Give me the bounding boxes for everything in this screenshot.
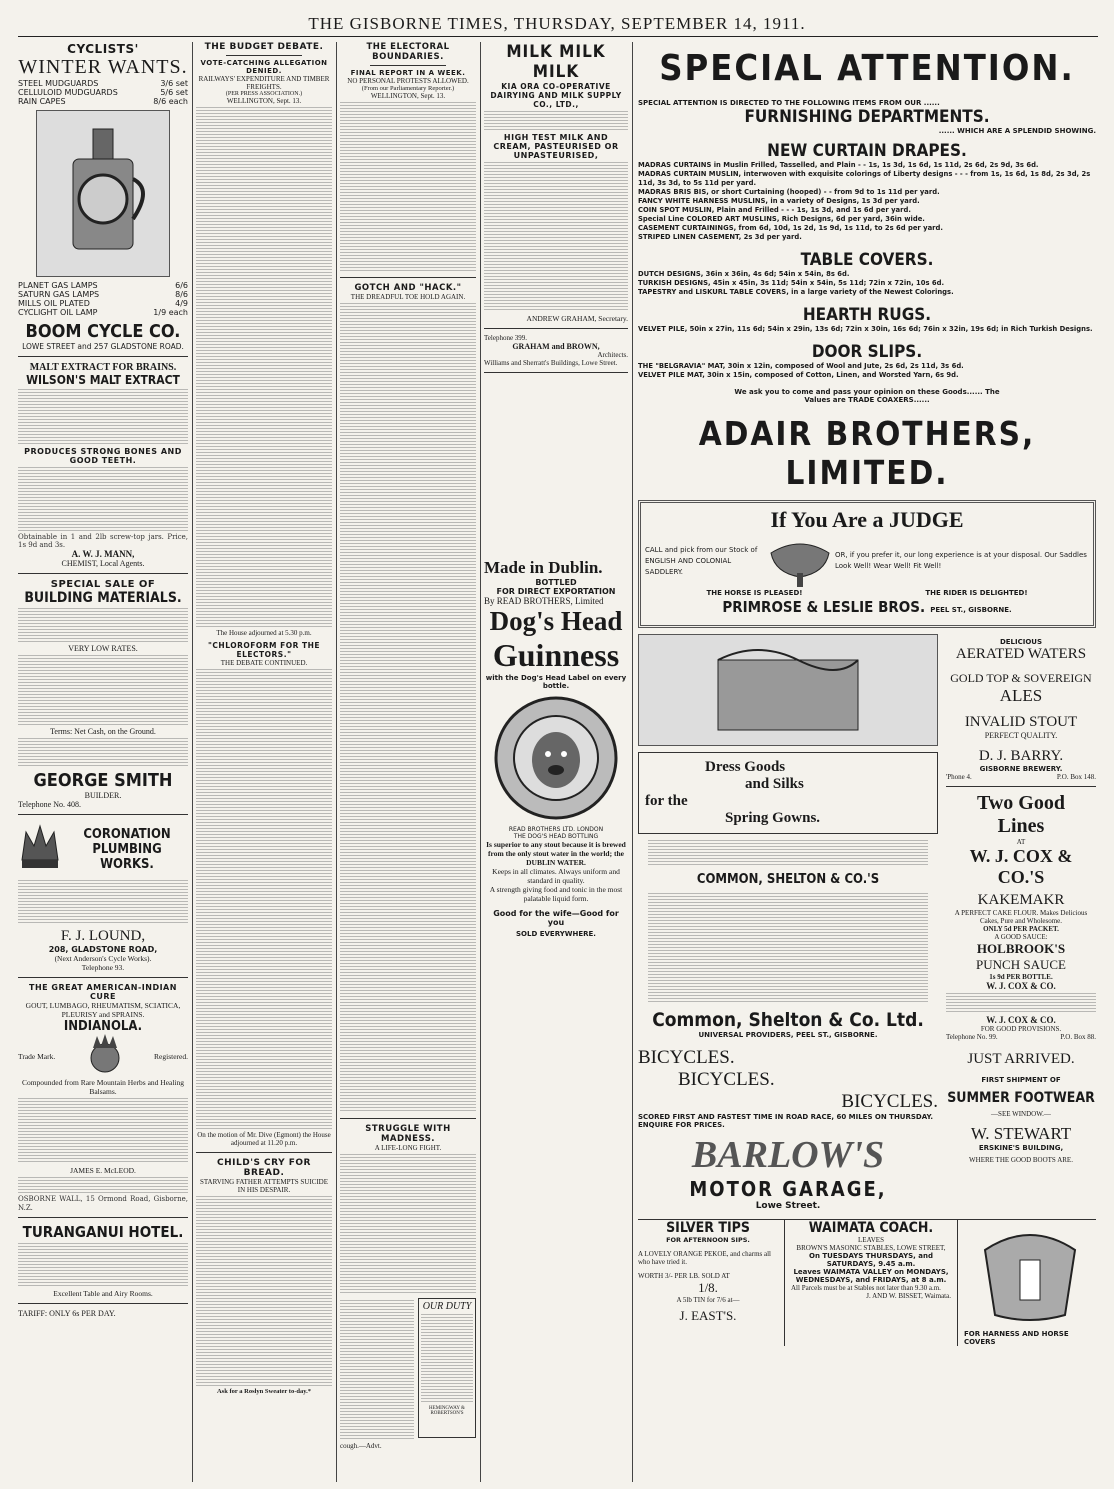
- label-note: with the Dog's Head Label on every bottle.: [485, 674, 627, 690]
- common-shelton-big: Common, Shelton & Co. Ltd.: [652, 1009, 924, 1031]
- ales: ALES: [999, 686, 1043, 705]
- barlows-column: [638, 1047, 938, 1211]
- article-body: [340, 1154, 476, 1294]
- indian-head-icon: [85, 1034, 125, 1078]
- dress-goods: Dress Goods: [705, 759, 786, 775]
- telephone-399: Telephone 399.: [484, 334, 528, 342]
- winter-wants-title: WINTER WANTS.: [18, 56, 188, 78]
- text-block: [18, 880, 188, 924]
- strength: A strength giving food and tonic in the most palatable liquid form.: [489, 885, 623, 903]
- column-divider: [336, 42, 337, 1482]
- furnishing-title: FURNISHING DEPARTMENTS.: [744, 107, 990, 127]
- hearth-item: VELVET PILE, 50in x 27in, 11s 6d; 54in x 29in, 13s 6d; 72in x 30in, 16s 6d; 76in x 32in, 19s 6d; in Rich Turkish Designs.: [638, 325, 1093, 333]
- harness-covers: FOR HARNESS AND HORSE COVERS: [964, 1330, 1069, 1346]
- barry-cox-column: [938, 634, 1096, 1041]
- lound-sub: (Next Anderson's Cycle Works).: [54, 954, 152, 964]
- works-word: WORKS.: [100, 856, 154, 872]
- leaves-waimata-valley: Leaves WAIMATA VALLEY on MONDAYS, WEDNESDAYS, and FRIDAYS, at 8 a.m.: [793, 1268, 949, 1284]
- lound-address: 208, GLADSTONE ROAD,: [48, 945, 158, 955]
- dress-goods-box: [638, 752, 938, 834]
- wilson-title: WILSON'S MALT EXTRACT: [26, 373, 180, 387]
- perfect-quality: PERFECT QUALITY.: [984, 731, 1058, 740]
- orange-pekoe: A LOVELY ORANGE PEKOE, and charms all who have tried it.: [638, 1250, 771, 1266]
- text-block: [18, 608, 188, 642]
- advt-end: cough.—Advt.: [340, 1442, 382, 1450]
- fabric-bolt-icon: [698, 640, 878, 740]
- text-block: [18, 467, 188, 531]
- bottom-row: [638, 1219, 1096, 1346]
- see-window: —SEE WINDOW.—: [991, 1110, 1051, 1118]
- common-shelton-title: COMMON, SHELTON & CO.'S: [696, 872, 880, 887]
- worth: WORTH 3/- PER LB. SOLD AT: [638, 1272, 730, 1280]
- blank-space: [484, 378, 628, 558]
- judge-right: OR, if you prefer it, our long experience is at your disposal. Our Saddles Look Well! Wear Well! Fit Well!: [835, 551, 1087, 570]
- cox-title: W. J. COX & CO.'S: [969, 846, 1073, 887]
- text-block: [946, 993, 1096, 1013]
- table-list: [638, 270, 1096, 297]
- motor-garage: MOTOR GARAGE,: [689, 1177, 887, 1201]
- just-arrived: JUST ARRIVED.: [967, 1051, 1075, 1067]
- door-item: VELVET PILE MAT, 30in x 15in, composed of Cotton, Linen, and Worsted Yarn, 6s 9d.: [638, 371, 959, 379]
- holbrook: HOLBROOK'S: [976, 941, 1066, 956]
- childs-cry-sub: STARVING FATHER ATTEMPTS SUICIDE IN HIS DESPAIR.: [199, 1178, 329, 1194]
- childs-cry-title: CHILD'S CRY FOR BREAD.: [217, 1158, 311, 1178]
- special-attention-title: SPECIAL ATTENTION.: [659, 48, 1075, 89]
- gotch-sub: THE DREADFUL TOE HOLD AGAIN.: [350, 293, 466, 301]
- osborne-wall: OSBORNE WALL, 15 Ormond Road, Gisborne, N.Z.: [18, 1195, 188, 1212]
- sold-everywhere: SOLD EVERYWHERE.: [516, 930, 596, 938]
- mann-role: CHEMIST, Local Agents.: [61, 559, 145, 569]
- made-dublin: Made in Dublin.: [484, 558, 603, 577]
- american-for: GOUT, LUMBAGO, RHEUMATISM, SCIATICA, PLEURISY and SPRAINS.: [25, 1001, 181, 1020]
- masthead-rule: [18, 36, 1098, 37]
- text-block: [648, 893, 928, 1003]
- trademark-row: Trade Mark. Registered.: [18, 1034, 188, 1078]
- dog-head-seal-icon: [492, 694, 620, 822]
- primrose-line: PRIMROSE & LESLIE BROS. PEEL ST., GISBORNE.: [722, 598, 1012, 616]
- delicious: DELICIOUS: [999, 638, 1043, 646]
- curtain-item: CASEMENT CURTAININGS, from 6d, 10d, 1s 2d, 1s 9d, 1s 11d, to 2s 6d per yard.: [638, 224, 943, 232]
- produces-title: PRODUCES STRONG BONES AND GOOD TEETH.: [24, 447, 182, 465]
- letter-signature: JAMES E. McLEOD.: [70, 1166, 136, 1176]
- gotch-title: GOTCH AND "HACK.": [354, 283, 462, 293]
- door-list: [638, 362, 1096, 380]
- graham-brown: GRAHAM and BROWN,: [512, 342, 600, 351]
- our-duty-advert: [340, 1298, 476, 1442]
- struggle-sub: A LIFE-LONG FIGHT.: [374, 1144, 442, 1152]
- column-2: [196, 42, 332, 1482]
- tariff: TARIFF: ONLY 6s PER DAY.: [18, 1308, 116, 1318]
- george-smith-title: GEORGE SMITH: [33, 770, 173, 792]
- column-divider: [632, 42, 633, 1482]
- curtain-item: MADRAS CURTAINS in Muslin Frilled, Tasselled, and Plain - - 1s, 1s 3d, 1s 6d, 1s 11d, 2s 6d, 2s 9d, 3s 6d.: [638, 161, 1039, 169]
- american-indian-title: THE GREAT AMERICAN-INDIAN CURE: [29, 983, 177, 1002]
- lound-tel: Telephone 93.: [81, 963, 125, 973]
- article-body: [196, 107, 332, 627]
- gold-top: GOLD TOP & SOVEREIGN: [950, 671, 1092, 685]
- roslyn-advert: Ask for a Roslyn Sweater to-day.*: [216, 1388, 311, 1395]
- text-block: [18, 655, 188, 725]
- lound-title: F. J. LOUND,: [60, 928, 146, 945]
- cycle-lamp-illustration: [36, 110, 170, 277]
- table-item: DUTCH DESIGNS, 36in x 36in, 4s 6d; 54in x 54in, 8s 6d.: [638, 270, 850, 278]
- text-block: [18, 1098, 188, 1164]
- george-tel: Telephone No. 408.: [18, 800, 81, 810]
- chloroform-title: "CHLOROFORM FOR THE ELECTORS.": [208, 641, 320, 659]
- struggle-title: STRUGGLE WITH MADNESS.: [365, 1124, 451, 1144]
- malt-title: MALT EXTRACT FOR BRAINS.: [29, 362, 177, 373]
- bicycles-3: BICYCLES.: [841, 1091, 938, 1112]
- lowe-street: Lowe Street.: [755, 1201, 821, 1211]
- cox-contact: Telephone No. 99. P.O. Box 88.: [946, 1033, 1096, 1041]
- hearth-rugs-title: HEARTH RUGS.: [802, 305, 932, 325]
- cycle-price-list: STEEL MUDGUARDS 3/6 set CELLULOID MUDGUARDS 5/6 set RAIN CAPES 8/6 each: [18, 79, 188, 106]
- turanganui-title: TURANGANUI HOTEL.: [22, 1222, 184, 1241]
- text-block: [18, 389, 188, 445]
- budget-title: THE BUDGET DEBATE.: [204, 42, 324, 52]
- bicycles-1: BICYCLES.: [638, 1047, 735, 1068]
- article-body: [340, 303, 476, 1113]
- column-3: [340, 42, 476, 1482]
- afternoon-sips: FOR AFTERNOON SIPS.: [666, 1236, 750, 1244]
- text-block: [484, 162, 628, 312]
- good-sauce: A GOOD SAUCE:: [994, 933, 1048, 941]
- plumbing-word: PLUMBING: [92, 841, 162, 857]
- splendid-showing: ...... WHICH ARE A SPLENDID SHOWING.: [938, 127, 1096, 135]
- cox-3: W. J. COX & CO.: [986, 1015, 1056, 1025]
- kia-ora: KIA ORA CO-OPERATIVE DAIRYING AND MILK SUPPLY CO., LTD.,: [490, 82, 622, 109]
- kakemakr: KAKEMAKR: [977, 892, 1065, 908]
- curtain-item: FANCY WHITE HARNESS MUSLINS, in a variety of Designs, 1s 3d per yard.: [638, 197, 920, 205]
- spring-gowns: Spring Gowns.: [725, 810, 821, 826]
- ask-opinion: We ask you to come and pass your opinion on these Goods...... The Values are TRADE COAXERS......: [734, 388, 1000, 404]
- parcels: All Parcels must be at Stables not later than 9.30 a.m.: [791, 1284, 941, 1292]
- high-test: HIGH TEST MILK AND CREAM, PASTEURISED OR UNPASTEURISED,: [493, 133, 619, 160]
- budget-dateline: WELLINGTON, Sept. 13.: [226, 97, 302, 105]
- curtain-item: MADRAS BRIS BIS, or short Curtaining (hooped) - - from 9d to 1s 11d per yard.: [638, 188, 940, 196]
- williams-sherratt: Williams and Sherratt's Buildings, Lowe Street.: [484, 359, 618, 367]
- stewart: W. STEWART: [970, 1124, 1072, 1143]
- punch-sauce: PUNCH SAUCE: [976, 957, 1066, 972]
- lower-right: [638, 634, 1096, 1041]
- right-section: [638, 42, 1096, 1482]
- seal-top-text: READ BROTHERS LTD. LONDON: [508, 826, 604, 833]
- text-block: [484, 111, 628, 131]
- door-slips-title: DOOR SLIPS.: [811, 342, 923, 362]
- curtain-item: COIN SPOT MUSLIN, Plain and Frilled - - - 1s, 1s 3d, and 1s 6d per yard.: [638, 206, 911, 214]
- very-low-rates: VERY LOW RATES.: [68, 644, 138, 654]
- curtain-title: NEW CURTAIN DRAPES.: [767, 141, 967, 161]
- per-bottle: 1s 9d PER BOTTLE.: [989, 973, 1053, 981]
- dogs-head: Dog's Head: [489, 606, 623, 636]
- curtain-item: MADRAS CURTAIN MUSLIN, interwoven with exquisite colorings of Liberty designs - - - from 1s, 1s 6d, 1s 8d, 2s 3d, 2s 11d, 3s 3d, to 5s 11d per yard.: [638, 170, 1091, 187]
- text-block: [18, 1243, 188, 1287]
- adair-brothers: ADAIR BROTHERS, LIMITED.: [698, 414, 1036, 492]
- saddle-bag-icon: [965, 1220, 1095, 1330]
- judge-slogans: THE HORSE IS PLEASED! THE RIDER IS DELIGHTED!: [706, 589, 1028, 597]
- summer-footwear: SUMMER FOOTWEAR: [947, 1090, 1095, 1106]
- and-silks: and Silks: [745, 776, 804, 792]
- boom-cycle-title: BOOM CYCLE CO.: [25, 321, 181, 342]
- bisset: J. AND W. BISSET, Waimata.: [866, 1292, 951, 1300]
- crown-icon: [18, 820, 62, 878]
- milk-title: MILK MILK MILK: [506, 42, 606, 82]
- masthead: THE GISBORNE TIMES, THURSDAY, SEPTEMBER 14, 1911.: [308, 14, 806, 33]
- judge-left: CALL and pick from our Stock of ENGLISH AND COLONIAL SADDLERY.: [645, 545, 758, 576]
- barry: D. J. BARRY.: [978, 748, 1064, 764]
- house-adjourned: The House adjourned at 5.30 p.m.: [216, 629, 312, 637]
- turanganui-footer: Excellent Table and Airy Rooms.: [53, 1288, 153, 1298]
- article-body: [340, 102, 476, 272]
- budget-sub: VOTE-CATCHING ALLEGATION DENIED.: [200, 59, 328, 75]
- curtain-list: [638, 161, 1096, 242]
- door-item: THE "BELGRAVIA" MAT, 30in x 12in, composed of Wool and Jute, 2s 6d, 2s 11d, 3s 6d.: [638, 362, 964, 370]
- column-divider: [192, 42, 193, 1482]
- aerated-waters: AERATED WATERS: [955, 646, 1087, 662]
- text-block: [18, 1177, 188, 1193]
- waimata-advert: [785, 1220, 958, 1346]
- on-days: On TUESDAYS THURSDAYS, and SATURDAYS, 9.45 a.m.: [809, 1252, 933, 1268]
- special-intro: SPECIAL ATTENTION IS DIRECTED TO THE FOLLOWING ITEMS FROM OUR ......: [638, 99, 940, 107]
- two-good: Two Good: [977, 792, 1065, 814]
- keeps: Keeps in all climates. Always uniform and standard in quality.: [492, 867, 620, 885]
- from-reporter: (From our Parliamentary Reporter.): [361, 85, 455, 92]
- judge-advert: [638, 500, 1096, 628]
- bicycles-2: BICYCLES.: [678, 1069, 775, 1090]
- text-block: [421, 1314, 473, 1404]
- browns-stables: BROWN'S MASONIC STABLES, LOWE STREET,: [796, 1244, 946, 1252]
- mann-obtainable: Obtainable in 1 and 2lb screw-top jars. Price, 1s 9d and 3s.: [18, 533, 188, 550]
- electoral-dateline: WELLINGTON, Sept. 13.: [370, 92, 446, 100]
- superior: Is superior to any stout because it is brewed from the only stout water in the world; the DUBLIN WATER.: [486, 840, 626, 867]
- architects: Architects.: [597, 351, 628, 359]
- judge-title: If You Are a JUDGE: [770, 507, 964, 532]
- table-covers-title: TABLE COVERS.: [800, 250, 934, 270]
- article-body: [340, 1300, 414, 1440]
- for-the: for the: [645, 793, 688, 809]
- compounded: Compounded from Rare Mountain Herbs and Healing Balsams.: [21, 1078, 185, 1097]
- budget-sub2: RAILWAYS' EXPENDITURE AND TIMBER FREIGHTS.: [198, 75, 330, 91]
- house-adjourned-2: On the motion of Mr. Dive (Egmont) the House adjourned at 11.20 p.m.: [197, 1131, 331, 1147]
- article-body: [196, 669, 332, 1129]
- lamp-price-list: PLANET GAS LAMPS 6/6 SATURN GAS LAMPS 8/6 MILLS OIL PLATED 4/9 CYCLIGHT OIL LAMP 1/9 each: [18, 281, 188, 317]
- waimata-title: WAIMATA COACH.: [808, 1220, 934, 1236]
- george-role: BUILDER.: [84, 791, 122, 801]
- coronation-word: CORONATION: [83, 826, 171, 842]
- curtain-item: Special Line COLORED ART MUSLINS, Rich Designs, 6d per yard, 36in wide.: [638, 215, 925, 223]
- text-block: [18, 738, 188, 768]
- dogs-head-seal: [484, 694, 628, 822]
- our-duty-title: OUR DUTY: [422, 1301, 472, 1312]
- press-association: (PER PRESS ASSOCIATION.): [225, 91, 303, 97]
- silver-tips-advert: [638, 1220, 785, 1346]
- brewery: GISBORNE BREWERY.: [979, 765, 1063, 773]
- scored: SCORED FIRST AND FASTEST TIME IN ROAD RACE, 60 MILES ON THURSDAY. ENQUIRE FOR PRICES.: [638, 1113, 934, 1129]
- invalid-stout: INVALID STOUT: [964, 714, 1078, 730]
- read-brothers: By READ BROTHERS, Limited: [484, 596, 604, 606]
- harness-advert: [958, 1220, 1096, 1346]
- mann-name: A. W. J. MANN,: [71, 549, 135, 560]
- east: J. EAST'S.: [679, 1308, 737, 1323]
- where-boots: WHERE THE GOOD BOOTS ARE.: [969, 1156, 1073, 1164]
- common-shelton-sub: UNIVERSAL PROVIDERS, PEEL ST., GISBORNE.: [698, 1031, 878, 1039]
- saddle-icon: [765, 533, 835, 589]
- building-materials-title: BUILDING MATERIALS.: [24, 590, 182, 607]
- special-sale-title: SPECIAL SALE OF: [50, 579, 156, 591]
- bottled: BOTTLED: [535, 578, 577, 587]
- tin-price: A 5lb TIN for 7/6 at—: [676, 1296, 740, 1304]
- lamp-icon: [48, 119, 158, 269]
- boom-address: LOWE STREET and 257 GLADSTONE ROAD.: [22, 342, 184, 351]
- cyclists-title: CYCLISTS': [67, 42, 139, 56]
- article-body: [196, 1196, 332, 1386]
- table-item: TURKISH DESIGNS, 45in x 45in, 3s 11d; 54in x 54in, 5s 11d; 72in x 72in, 10s 6d.: [638, 279, 945, 287]
- column-1: [18, 42, 188, 1482]
- fabric-illustration: [638, 634, 938, 746]
- debate-continued: THE DEBATE CONTINUED.: [220, 659, 308, 667]
- direct-exportation: FOR DIRECT EXPORTATION: [496, 587, 616, 596]
- electoral-title: THE ELECTORAL BOUNDARIES.: [366, 42, 450, 62]
- column-4: [484, 42, 628, 1482]
- our-duty-box: [418, 1298, 476, 1438]
- column-divider: [480, 42, 481, 1482]
- curtain-item: STRIPED LINEN CASEMENT, 2s 3d per yard.: [638, 233, 802, 241]
- hemingway: HEMINGWAY & ROBERTSON'S: [429, 1406, 465, 1416]
- at: AT: [1016, 838, 1026, 846]
- first-shipment: FIRST SHIPMENT OF: [981, 1076, 1061, 1084]
- lines: Lines: [997, 815, 1045, 837]
- price: 1/8.: [698, 1280, 718, 1295]
- milk-signature: ANDREW GRAHAM, Secretary.: [526, 314, 628, 323]
- judge-body: [645, 533, 1089, 589]
- guinness: Guinness: [492, 637, 620, 673]
- terms: Terms: Net Cash, on the Ground.: [50, 727, 156, 737]
- seal-bottom-text: THE DOG'S HEAD BOTTLING: [513, 833, 599, 840]
- coronation-block: [18, 820, 188, 878]
- good-for-wife: Good for the wife—Good for you: [493, 909, 619, 927]
- silver-tips: SILVER TIPS: [666, 1220, 750, 1236]
- barry-contact: 'Phone 4. P.O. Box 148.: [946, 773, 1096, 781]
- stewart-column: [938, 1047, 1096, 1211]
- indianola-title: INDIANOLA.: [63, 1019, 143, 1035]
- only-5d: ONLY 5d PER PACKET.: [983, 925, 1059, 933]
- leaves: LEAVES: [858, 1236, 884, 1244]
- electoral-sub2: NO PERSONAL PROTESTS ALLOWED.: [347, 77, 469, 85]
- text-block: [648, 840, 928, 866]
- barlows: BARLOW'S: [691, 1134, 885, 1176]
- cox-2: W. J. COX & CO.: [986, 981, 1056, 991]
- perfect-cake: A PERFECT CAKE FLOUR. Makes Delicious Cakes, Pure and Wholesome.: [954, 909, 1088, 925]
- electoral-sub: FINAL REPORT IN A WEEK.: [350, 69, 466, 77]
- erskine: ERSKINE'S BUILDING,: [978, 1144, 1064, 1152]
- table-item: TAPESTRY and LISKURL TABLE COVERS, in a large variety of the Newest Colorings.: [638, 288, 954, 296]
- good-provisions: FOR GOOD PROVISIONS.: [980, 1025, 1062, 1033]
- common-shelton-column: [638, 634, 938, 1041]
- bottom-right-row: [638, 1047, 1096, 1211]
